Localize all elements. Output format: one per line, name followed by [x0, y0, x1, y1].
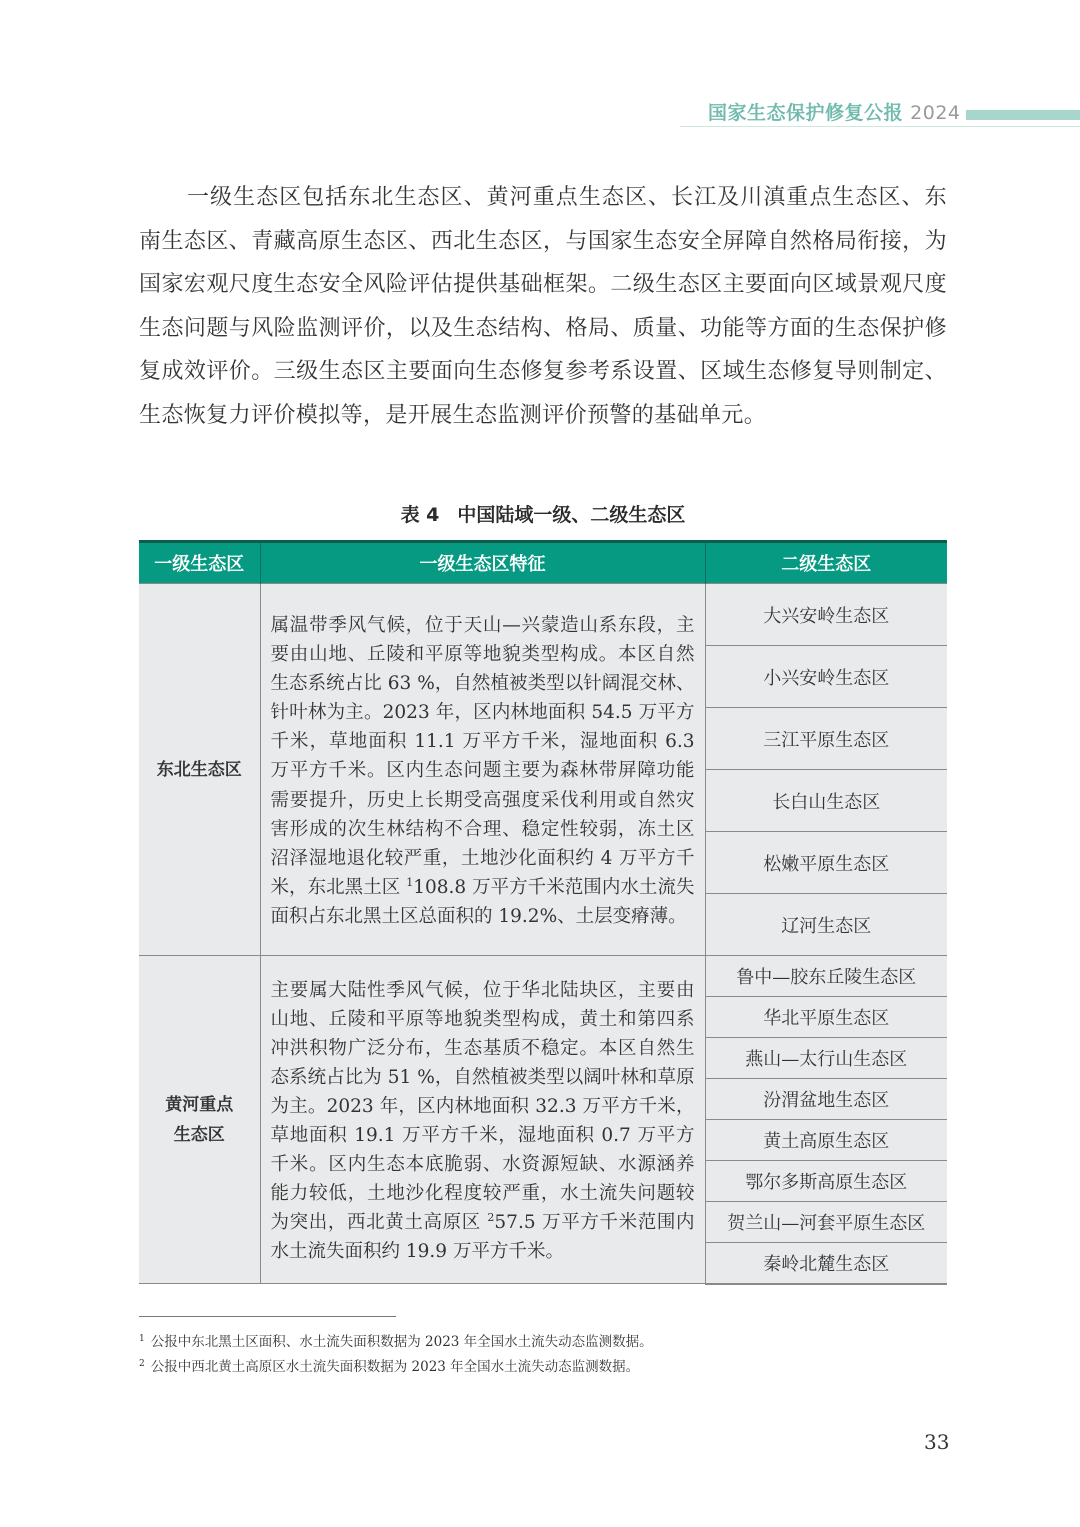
level1-name-line2: 生态区	[173, 1124, 225, 1145]
table-row	[139, 584, 947, 646]
footnote-divider	[139, 1316, 396, 1317]
level2-cell: 燕山—太行山生态区	[705, 1038, 947, 1079]
table-number: 表 4	[400, 504, 440, 526]
report-title-text: 国家生态保护修复公报	[708, 102, 904, 124]
level2-cell: 长白山生态区	[705, 770, 947, 832]
level2-cell: 秦岭北麓生态区	[705, 1243, 947, 1284]
footnote-mark: 2	[139, 1359, 145, 1369]
level2-cell: 鲁中—胶东丘陵生态区	[705, 956, 947, 997]
footnote-mark: 1	[139, 1334, 145, 1344]
footnote-text: 公报中东北黑土区面积、水土流失面积数据为 2023 年全国水土流失动态监测数据。	[150, 1334, 653, 1350]
level2-cell: 小兴安岭生态区	[705, 646, 947, 708]
level2-cell: 黄土高原生态区	[705, 1120, 947, 1161]
eco-zone-table	[139, 540, 947, 1285]
level1-name: 黄河重点	[165, 1094, 234, 1115]
level1-cell	[139, 584, 260, 956]
table-caption	[139, 500, 947, 527]
level2-cell: 大兴安岭生态区	[705, 584, 947, 646]
features-text-cont: 108.8 万平方千米范围内水土流失面积占东北黑土区总面积的 19.2%、土层变瘠薄。	[270, 876, 695, 927]
running-header	[0, 98, 1080, 128]
level2-cell: 贺兰山—河套平原生态区	[705, 1202, 947, 1243]
footnote-2	[139, 1355, 947, 1380]
features-text-cont: 57.5 万平方千米范围内水土流失面积约 19.9 万平方千米。	[270, 1212, 695, 1263]
level1-cell	[139, 956, 260, 1284]
features-text: 属温带季风气候，位于天山—兴蒙造山系东段，主要由山地、丘陵和平原等地貌类型构成。本区自然生态系统占比 63 %，自然植被类型以针阔混交林、针叶林为主。2023 年，区内林地面积 54.5 万平方千米，草地面积 11.1 万平方千米，湿地面积 6.3 万平方千米。区内生态问题主要为森林带屏障功能需要提升，历史上长期受高强度采伐利用或自然灾害形成的次生林结构不合理、稳定性较弱，冻土区沼泽湿地退化较严重，土地沙化面积约 4 万平方千米，东北黑土区	[270, 614, 695, 898]
page-number: 33	[924, 1430, 950, 1454]
level2-cell: 汾渭盆地生态区	[705, 1079, 947, 1120]
level2-cell: 三江平原生态区	[705, 708, 947, 770]
footnote-ref: 1	[406, 875, 414, 889]
level2-cell: 鄂尔多斯高原生态区	[705, 1161, 947, 1202]
header-rule	[680, 126, 1080, 127]
footnote-1	[139, 1330, 947, 1355]
level2-cell: 辽河生态区	[705, 894, 947, 956]
features-cell	[260, 956, 705, 1284]
report-year: 2024	[910, 102, 961, 124]
body-paragraph: 一级生态区包括东北生态区、黄河重点生态区、长江及川滇重点生态区、东南生态区、青藏高原生态区、西北生态区，与国家生态安全屏障自然格局衔接，为国家宏观尺度生态安全风险评估提供基础框架。二级生态区主要面向区域景观尺度生态问题与风险监测评价，以及生态结构、格局、质量、功能等方面的生态保护修复成效评价。三级生态区主要面向生态修复参考系设置、区域生态修复导则制定、生态恢复力评价模拟等，是开展生态监测评价预警的基础单元。	[139, 185, 947, 428]
table-title: 中国陆域一级、二级生态区	[457, 504, 686, 526]
report-title	[708, 98, 961, 125]
features-text: 主要属大陆性季风气候，位于华北陆块区，主要由山地、丘陵和平原等地貌类型构成，黄土和第四系冲洪积物广泛分布，生态基质不稳定。本区自然生态系统占比为 51 %，自然植被类型以阔叶林和草原为主。2023 年，区内林地面积 32.3 万平方千米，草地面积 19.1 万平方千米，湿地面积 0.7 万平方千米。区内生态本底脆弱、水资源短缺、水源涵养能力较低，土地沙化程度较严重，水土流失问题较为突出，西北黄土高原区	[270, 979, 695, 1234]
level2-cell: 松嫩平原生态区	[705, 832, 947, 894]
header-features: 一级生态区特征	[260, 542, 705, 584]
table-row	[139, 956, 947, 997]
header-accent-bar	[966, 110, 1080, 120]
table-header-row	[139, 542, 947, 584]
footnote-ref: 2	[487, 1211, 495, 1225]
header-level1: 一级生态区	[139, 542, 260, 584]
header-level2: 二级生态区	[705, 542, 947, 584]
footnotes	[139, 1330, 947, 1380]
level2-cell: 华北平原生态区	[705, 997, 947, 1038]
features-cell	[260, 584, 705, 956]
footnote-text: 公报中西北黄土高原区水土流失面积数据为 2023 年全国水土流失动态监测数据。	[150, 1359, 640, 1375]
level1-name: 东北生态区	[156, 759, 242, 780]
